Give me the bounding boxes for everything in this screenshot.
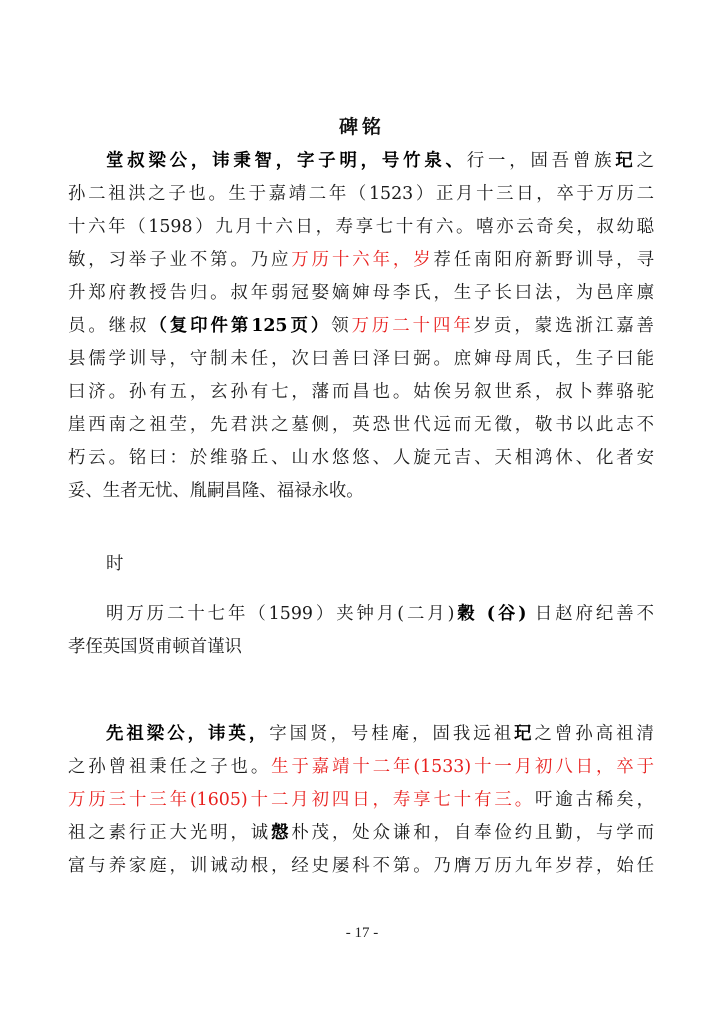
emphasized-text: （复印件第125页） xyxy=(149,316,332,336)
date-line-1 xyxy=(106,598,654,631)
text-line xyxy=(68,784,654,817)
text-run: 之孙曾祖秉任之子也。 xyxy=(68,757,272,777)
text-line xyxy=(68,751,654,784)
page-title: 碑铭 xyxy=(338,116,385,138)
text-run: 富与养家庭，训诫动根，经史屡科不第。乃膺万历九年岁荐，始任 xyxy=(68,856,654,876)
text-line xyxy=(68,376,654,409)
text-run: 朽云。铭曰：於维骆丘、山水悠悠、人旋元吉、天相鸿休、化者安 xyxy=(68,448,654,468)
text-line xyxy=(68,442,654,475)
date-line-2: 孝侄英国贤甫顿首谨识 xyxy=(68,637,242,657)
highlighted-text: 万历二十四年 xyxy=(351,316,474,336)
text-line xyxy=(68,178,654,211)
text-line xyxy=(68,850,654,883)
text-line xyxy=(68,310,654,343)
text-run: 敏，习举子业不第。乃应 xyxy=(68,250,292,270)
text-run: 朴茂，处众谦和，自奉俭约且勤，与学而 xyxy=(291,823,654,843)
emphasized-text: 玘 xyxy=(615,151,637,171)
text-run: 荐任南阳府新野训导，寻 xyxy=(433,250,654,270)
text-run: 员。继叔 xyxy=(68,316,150,336)
highlighted-name: 先祖梁公，讳英， xyxy=(106,724,270,744)
text-run: 十六年（1598）九月十六日，寿享七十有六。嘻亦云奇矣，叔幼聪 xyxy=(68,217,654,237)
text-run: 明万历二十七年（1599）夹钟月(二月) xyxy=(106,604,455,624)
text-line xyxy=(68,244,654,277)
text-run: 吁逾古稀矣， xyxy=(535,790,654,810)
time-label: 时 xyxy=(106,554,124,574)
text-line xyxy=(68,211,654,244)
text-run: 崖西南之祖茔，先君洪之墓侧，英恐世代远而无徵，敬书以此志不 xyxy=(68,415,654,435)
text-run: 行一，固吾曾族 xyxy=(466,151,616,171)
emphasized-text: 慤 xyxy=(271,823,292,843)
text-line xyxy=(106,145,654,178)
text-run: 日赵府纪善不 xyxy=(526,604,654,624)
text-run: 升郑府教授告归。叔年弱冠娶嫡婶母李氏，生子长曰法，为邑庠廪 xyxy=(68,283,654,303)
text-run: 孙二祖洪之子也。生于嘉靖二年（1523）正月十三日，卒于万历二 xyxy=(68,184,654,204)
emphasized-text: 穀 (谷) xyxy=(454,604,527,624)
highlighted-text: 生于嘉靖十二年(1533)十一月初八日，卒于 xyxy=(271,757,654,777)
text-run: 祖之素行正大光明，诚 xyxy=(68,823,272,843)
text-line xyxy=(68,475,654,508)
text-run: 县儒学训导，守制未任，次曰善曰泽曰弼。庶婶母周氏，生子曰能 xyxy=(68,349,654,369)
text-run: 曰济。孙有五，玄孙有七，藩而昌也。姑俟另叙世系，叔卜葬骆驼 xyxy=(68,382,654,402)
text-run: 岁贡，蒙选浙江嘉善 xyxy=(473,316,654,336)
text-run: 妥、生者无忧、胤嗣昌隆、福禄永收。 xyxy=(68,481,364,501)
highlighted-text: 万历十六年，岁 xyxy=(291,250,434,270)
text-line xyxy=(106,718,654,751)
text-line xyxy=(68,343,654,376)
text-run: 之 xyxy=(636,151,654,171)
page-number: - 17 - xyxy=(345,925,379,941)
text-line xyxy=(68,817,654,850)
text-line xyxy=(68,409,654,442)
text-line xyxy=(68,277,654,310)
highlighted-name: 堂叔梁公，讳秉智，字子明，号竹泉、 xyxy=(106,151,467,171)
highlighted-text: 万历三十三年(1605)十二月初四日，寿享七十有三。 xyxy=(68,790,536,810)
emphasized-text: 玘 xyxy=(514,724,535,744)
text-run: 之曾孙高祖清 xyxy=(534,724,654,744)
text-run: 字国贤，号桂庵，固我远祖 xyxy=(269,724,515,744)
text-run: 领 xyxy=(331,316,352,336)
